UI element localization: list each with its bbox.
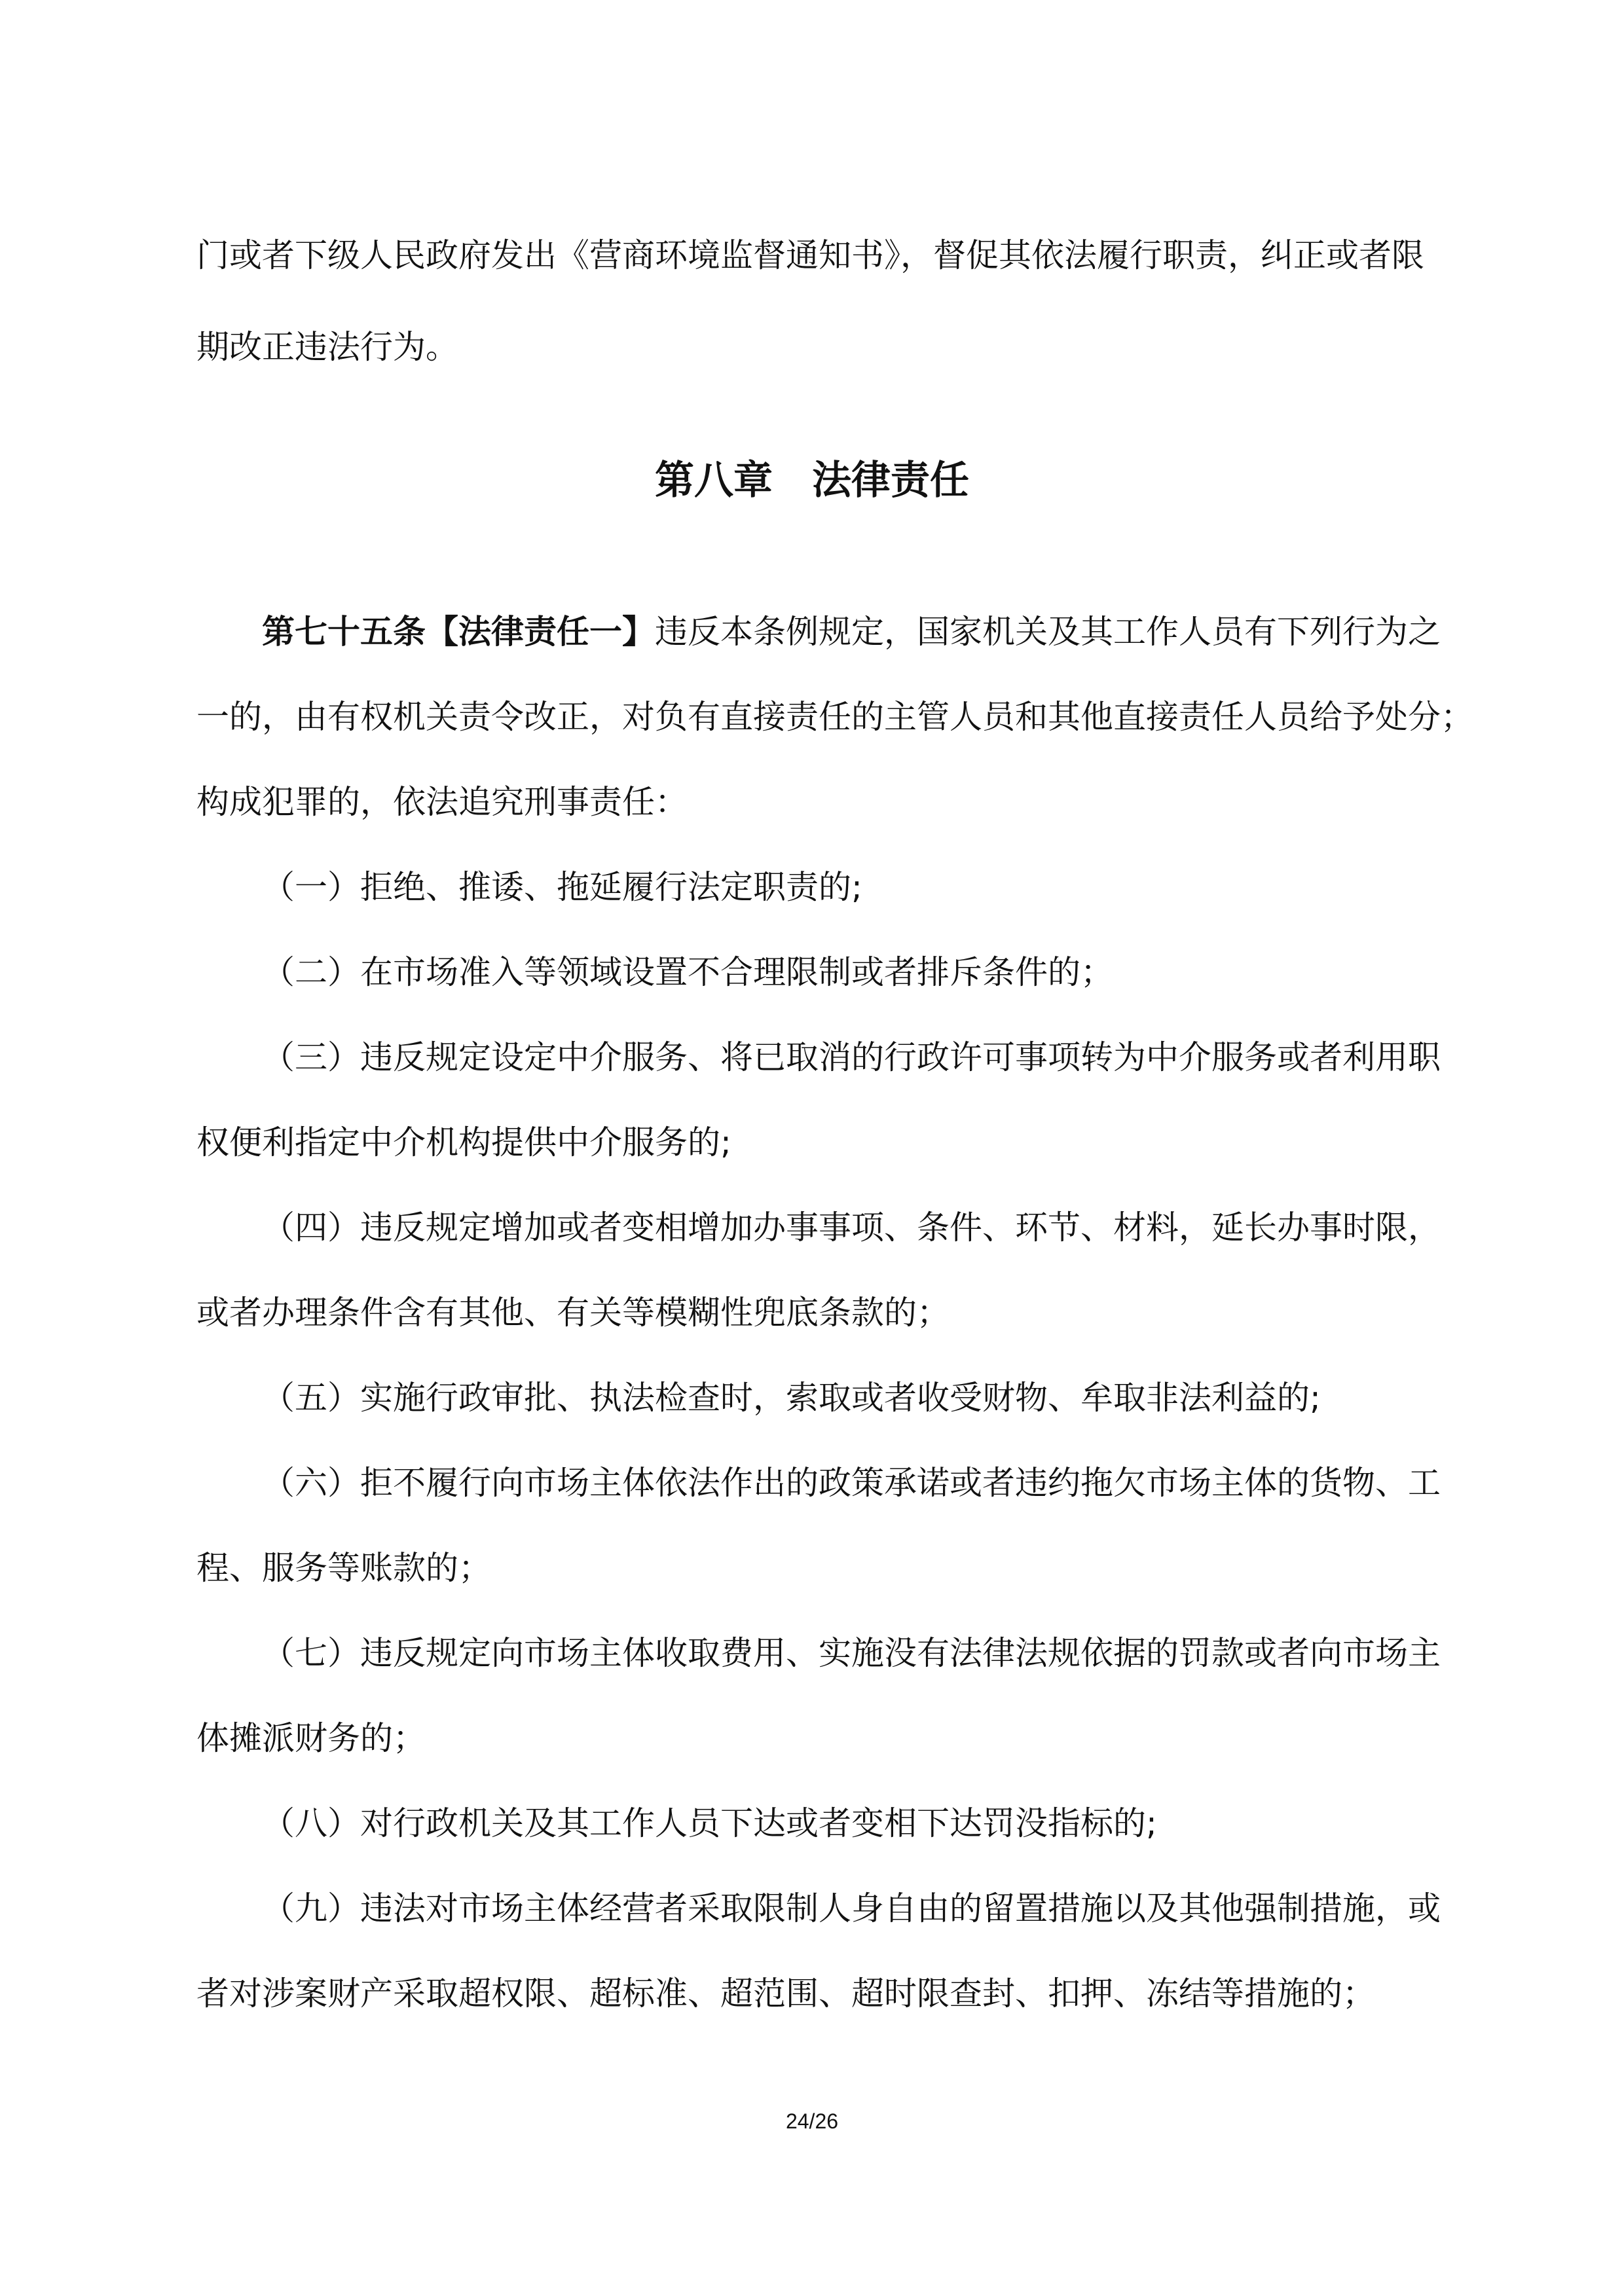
list-item-7: （七）违反规定向市场主体收取费用、实施没有法律法规依据的罚款或者向市场主 bbox=[262, 1634, 1441, 1672]
paragraph-line-continued-1: 门或者下级人民政府发出《营商环境监督通知书》，督促其依法履行职责，纠正或者限 bbox=[196, 236, 1424, 274]
list-item-9: （九）违法对市场主体经营者采取限制人身自由的留置措施以及其他强制措施，或 bbox=[262, 1889, 1441, 1927]
page-number: 24/26 bbox=[785, 2109, 839, 2133]
list-item-4-cont: 或者办理条件含有其他、有关等模糊性兜底条款的； bbox=[196, 1294, 950, 1332]
paragraph-line-continued-2: 期改正违法行为。 bbox=[196, 328, 458, 366]
list-item-1: （一）拒绝、推诿、拖延履行法定职责的; bbox=[262, 868, 862, 906]
list-item-6: （六）拒不履行向市场主体依法作出的政策承诺或者违约拖欠市场主体的货物、工 bbox=[262, 1464, 1441, 1502]
list-item-5: （五）实施行政审批、执法检查时，索取或者收受财物、牟取非法利益的; bbox=[262, 1379, 1321, 1417]
list-item-7-cont: 体摊派财务的； bbox=[196, 1719, 426, 1757]
chapter-title: 第八章 法律责任 bbox=[655, 458, 969, 503]
article-text-1: 违反本条例规定，国家机关及其工作人员有下列行为之 bbox=[655, 613, 1441, 651]
article-heading: 第七十五条【法律责任一】 bbox=[262, 613, 655, 651]
article-75-line-2: 一的，由有权机关责令改正，对负有直接责任的主管人员和其他直接责任人员给予处分； bbox=[196, 698, 1473, 736]
article-75-line-1 bbox=[262, 612, 1441, 651]
list-item-6-cont: 程、服务等账款的； bbox=[196, 1549, 491, 1587]
list-item-9-cont: 者对涉案财产采取超权限、超标准、超范围、超时限查封、扣押、冻结等措施的； bbox=[196, 1975, 1375, 2013]
list-item-3: （三）违反规定设定中介服务、将已取消的行政许可事项转为中介服务或者利用职 bbox=[262, 1038, 1441, 1076]
list-item-8: （八）对行政机关及其工作人员下达或者变相下达罚没指标的; bbox=[262, 1804, 1157, 1842]
list-item-2: （二）在市场准入等领域设置不合理限制或者排斥条件的； bbox=[262, 953, 1113, 991]
article-75-line-3: 构成犯罪的，依法追究刑事责任： bbox=[196, 783, 688, 821]
list-item-3-cont: 权便利指定中介机构提供中介服务的; bbox=[196, 1123, 731, 1161]
list-item-4: （四）违反规定增加或者变相增加办事事项、条件、环节、材料，延长办事时限， bbox=[262, 1209, 1441, 1247]
